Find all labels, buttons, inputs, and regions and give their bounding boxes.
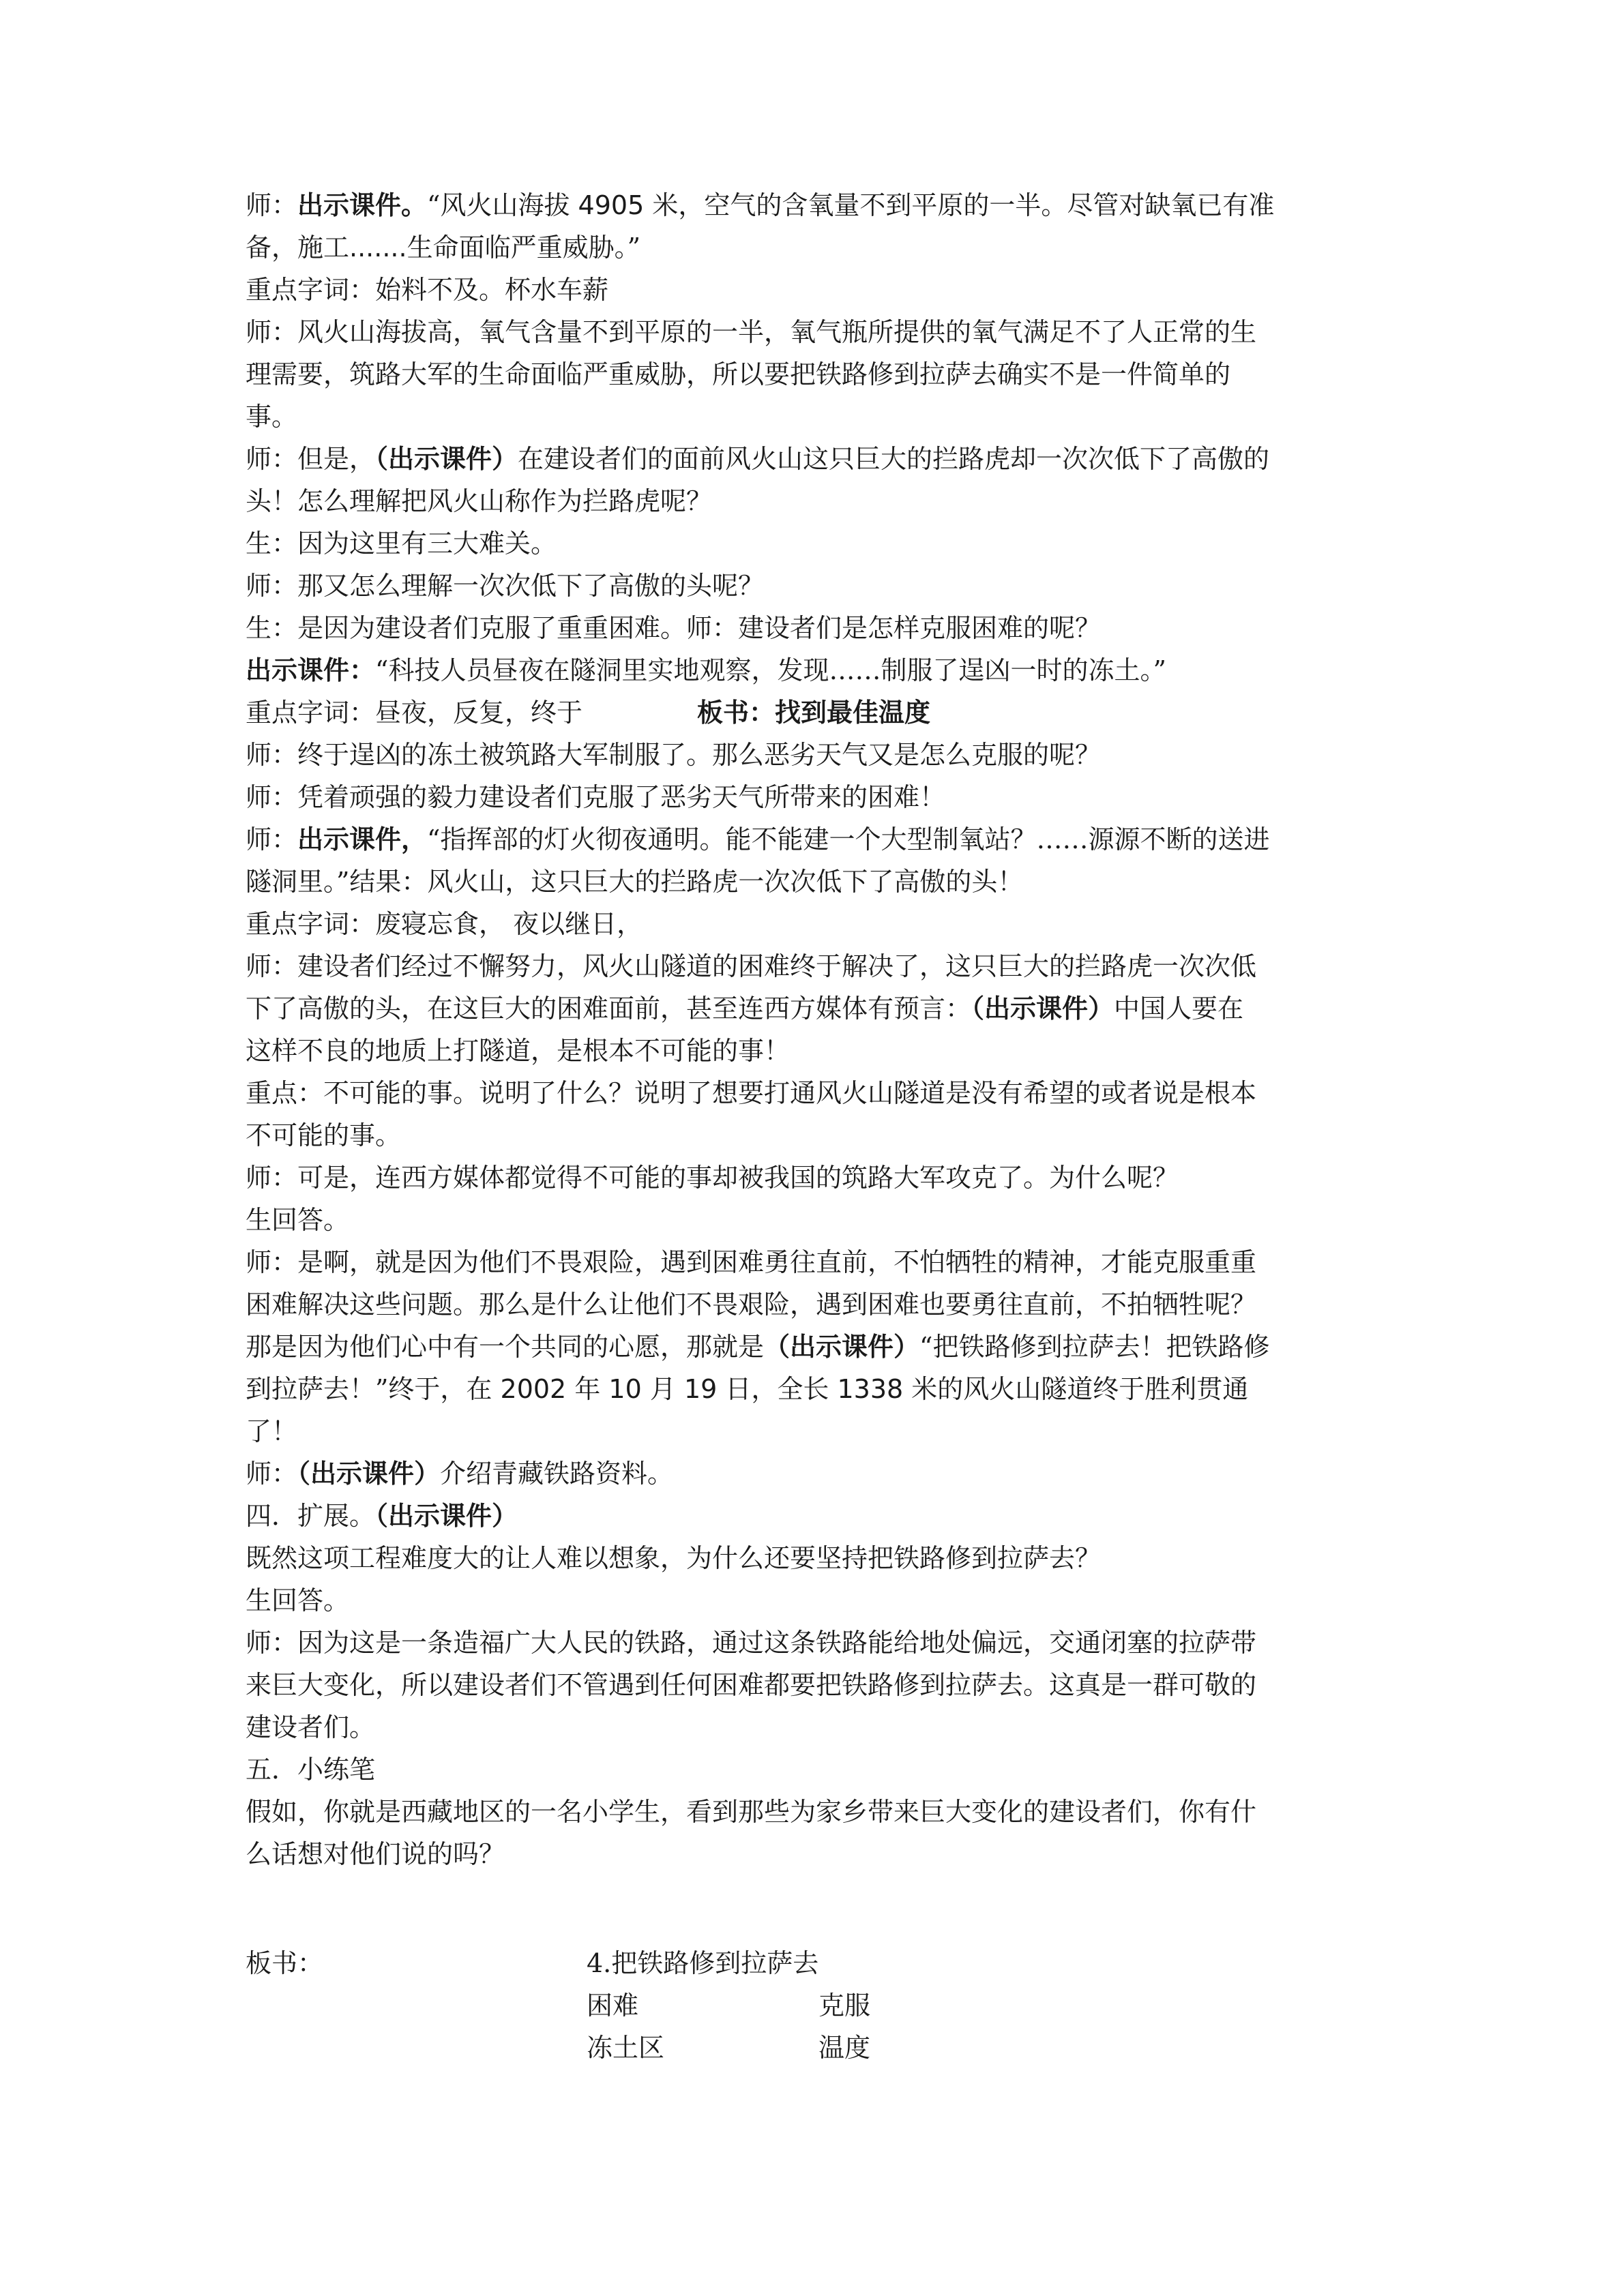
text-run: 头！怎么理解把风火山称作为拦路虎呢？ xyxy=(246,486,713,516)
text-run: 到拉萨去！”终于，在 xyxy=(246,1374,492,1404)
text-run: “风火山海拔 xyxy=(427,190,570,220)
text-line xyxy=(246,1706,1378,1748)
text-line xyxy=(246,480,1378,522)
text-run: 重点字词：昼夜，反复，终于 xyxy=(246,698,583,728)
text-run: “科技人员昼夜在隧洞里实地观察，发现……制服了逞凶一时的冻土。” xyxy=(375,655,1166,685)
text-line xyxy=(246,1622,1378,1664)
text-run: 师：但是， xyxy=(246,444,376,474)
text-line xyxy=(246,1199,1378,1241)
text-line xyxy=(246,1114,1378,1157)
text-run: 在建设者们的面前风火山这只巨大的拦路虎却一次次低下了高傲的 xyxy=(518,444,1270,474)
text-run: “指挥部的灯火彻夜通明。能不能建一个大型制氧站？……源源不断的送进 xyxy=(427,824,1270,854)
text-run: 重点字词：始料不及。杯水车薪 xyxy=(246,275,609,305)
text-line xyxy=(246,607,1378,649)
text-run: 师：建设者们经过不懈努力，风火山隧道的困难终于解决了，这只巨大的拦路虎一次次低 xyxy=(246,951,1257,981)
text-run: 生回答。 xyxy=(246,1585,350,1615)
text-run: 了！ xyxy=(246,1416,298,1446)
text-line xyxy=(246,1748,1378,1791)
text-line xyxy=(246,1368,1378,1410)
text-run: 师：可是，连西方媒体都觉得不可能的事却被我国的筑路大军攻克了。为什么呢？ xyxy=(246,1163,1179,1193)
board-cell: 困难 xyxy=(587,1991,639,2021)
number-run: 10 xyxy=(600,1374,650,1404)
text-run: 生：是因为建设者们克服了重重困难。师：建设者们是怎样克服困难的呢？ xyxy=(246,613,1102,643)
text-line xyxy=(246,184,1378,226)
text-line xyxy=(246,945,1378,987)
text-run: 师：凭着顽强的毅力建设者们克服了恶劣天气所带来的困难！ xyxy=(246,782,946,812)
text-run: 月 xyxy=(649,1374,676,1404)
text-run: 师：风火山海拔高，氧气含量不到平原的一半，氧气瓶所提供的氧气满足不了人正常的生 xyxy=(246,317,1257,347)
text-line xyxy=(246,1072,1378,1114)
text-run: 师：因为这是一条造福广大人民的铁路，通过这条铁路能给地处偏远，交通闭塞的拉萨带 xyxy=(246,1628,1257,1658)
board-cell: 克服 xyxy=(818,1991,871,2021)
text-line xyxy=(246,1495,1378,1537)
bold-run: （出示课件） xyxy=(375,1501,518,1531)
text-line xyxy=(246,818,1378,861)
text-line xyxy=(246,226,1378,269)
board-cell: 冻土区 xyxy=(587,2033,665,2063)
text-line xyxy=(246,1579,1378,1622)
number-run: 4905 xyxy=(570,190,653,220)
text-run: 备，施工 xyxy=(246,233,350,263)
number-run: 1338 xyxy=(829,1374,912,1404)
text-line xyxy=(246,903,1378,945)
text-run: 那是因为他们心中有一个共同的心愿，那就是 xyxy=(246,1332,765,1362)
text-run: 假如，你就是西藏地区的一名小学生，看到那些为家乡带来巨大变化的建设者们，你有什 xyxy=(246,1797,1257,1827)
text-line xyxy=(246,565,1378,607)
text-line xyxy=(246,1157,1378,1199)
text-run: 建设者们。 xyxy=(246,1712,376,1742)
text-run: 年 xyxy=(574,1374,601,1404)
text-line xyxy=(246,1283,1378,1326)
text-run: 师：是啊，就是因为他们不畏艰险，遇到困难勇往直前，不怕牺牲的精神，才能克服重重 xyxy=(246,1247,1257,1277)
board-title: 4.把铁路修到拉萨去 xyxy=(587,1948,819,1978)
text-run: 四．扩展。 xyxy=(246,1501,376,1531)
bold-run: （出示课件） xyxy=(375,444,518,474)
text-line xyxy=(246,861,1378,903)
text-run: 师：终于逞凶的冻土被筑路大军制服了。那么恶劣天气又是怎么克服的呢？ xyxy=(246,740,1102,770)
board-label: 板书： xyxy=(246,1948,324,1978)
text-run: 师： xyxy=(246,190,298,220)
bold-run: （出示课件） xyxy=(764,1332,920,1362)
text-run: 重点字词：废寝忘食， 夜以继日， xyxy=(246,909,643,939)
text-run: 不可能的事。 xyxy=(246,1120,402,1150)
text-run: 师： xyxy=(246,1459,298,1489)
text-line xyxy=(246,1791,1378,1833)
text-run: 介绍青藏铁路资料。 xyxy=(440,1459,674,1489)
text-run: 隧洞里。”结果：风火山，这只巨大的拦路虎一次次低下了高傲的头！ xyxy=(246,867,1024,897)
text-run: 这样不良的地质上打隧道，是根本不可能的事！ xyxy=(246,1036,791,1066)
text-line xyxy=(246,396,1378,438)
number-run: 19 xyxy=(675,1374,726,1404)
text-run: “把铁路修到拉萨去！把铁路修 xyxy=(919,1332,1270,1362)
bold-run: 出示课件。 xyxy=(297,190,428,220)
text-line xyxy=(246,649,1378,691)
board-cell: 温度 xyxy=(818,2033,871,2063)
text-run: 五．小练笔 xyxy=(246,1755,376,1785)
text-run: 生命面临严重威胁。” xyxy=(407,233,641,263)
text-line xyxy=(246,1030,1378,1072)
text-line xyxy=(246,1537,1378,1579)
text-line xyxy=(246,1664,1378,1706)
number-run: ....... xyxy=(349,233,407,263)
text-line xyxy=(246,691,1378,734)
text-run: 中国人要在 xyxy=(1114,994,1244,1024)
text-line xyxy=(246,776,1378,818)
text-run: 么话想对他们说的吗？ xyxy=(246,1839,505,1869)
text-line xyxy=(246,1833,1378,1875)
text-line xyxy=(246,1241,1378,1283)
bold-run: （出示课件） xyxy=(297,1459,441,1489)
text-line xyxy=(246,734,1378,776)
text-line xyxy=(246,522,1378,565)
text-run: 困难解决这些问题。那么是什么让他们不畏艰险，遇到困难也要勇往直前，不拍牺牲呢？ xyxy=(246,1289,1257,1320)
text-run: 生：因为这里有三大难关。 xyxy=(246,528,557,558)
text-run: 下了高傲的头，在这巨大的困难面前，甚至连西方媒体有预言： xyxy=(246,994,972,1024)
text-run: 师： xyxy=(246,824,298,854)
text-line xyxy=(246,987,1378,1030)
text-line xyxy=(246,438,1378,480)
text-run: 米的风火山隧道终于胜利贯通 xyxy=(911,1374,1249,1404)
text-line xyxy=(246,311,1378,353)
lesson-text xyxy=(246,184,1378,1875)
text-line xyxy=(246,1326,1378,1368)
text-run: 既然这项工程难度大的让人难以想象，为什么还要坚持把铁路修到拉萨去？ xyxy=(246,1543,1102,1573)
bold-run: 出示课件： xyxy=(246,655,376,685)
text-line xyxy=(246,353,1378,396)
text-run: 米，空气的含氧量不到平原的一半。尽管对缺氧已有准 xyxy=(652,190,1275,220)
text-run: 重点：不可能的事。说明了什么？说明了想要打通风火山隧道是没有希望的或者说是根本 xyxy=(246,1078,1257,1108)
text-run: 日，全长 xyxy=(725,1374,829,1404)
text-line xyxy=(246,1452,1378,1495)
text-run: 师：那又怎么理解一次次低下了高傲的头呢？ xyxy=(246,571,765,601)
bold-run: 出示课件， xyxy=(297,824,428,854)
blackboard-summary xyxy=(246,1942,1378,2069)
text-run: 来巨大变化，所以建设者们不管遇到任何困难都要把铁路修到拉萨去。这真是一群可敬的 xyxy=(246,1670,1257,1700)
text-run: 理需要，筑路大军的生命面临严重威胁，所以要把铁路修到拉萨去确实不是一件简单的 xyxy=(246,359,1231,389)
text-run: 事。 xyxy=(246,402,298,432)
text-line xyxy=(246,269,1378,311)
bold-run: 板书：找到最佳温度 xyxy=(697,698,931,728)
bold-run: （出示课件） xyxy=(971,994,1114,1024)
number-run: 2002 xyxy=(492,1374,575,1404)
text-line xyxy=(246,1410,1378,1452)
text-run: 生回答。 xyxy=(246,1205,350,1235)
